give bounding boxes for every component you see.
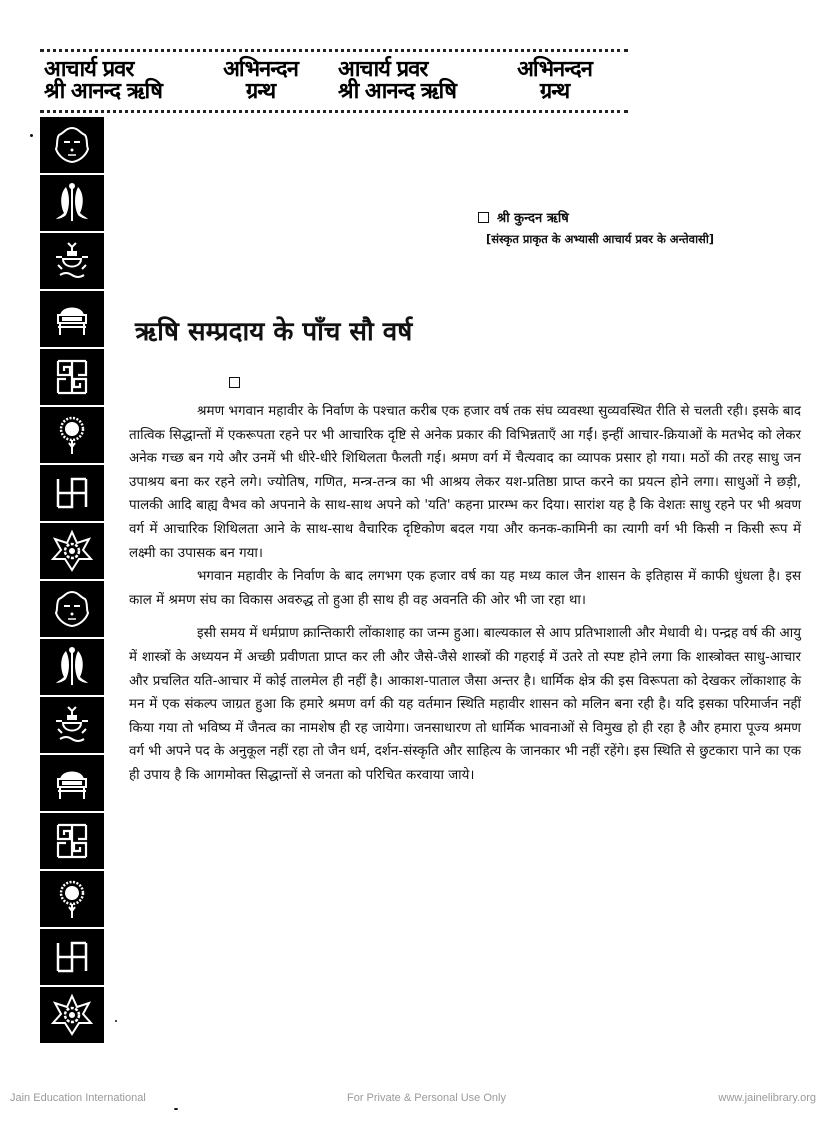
paragraph: भगवान महावीर के निर्वाण के बाद लगभग एक हजार वर्ष का यह मध्य काल जैन शासन के इतिहास में काफी धुंधला है। इस काल में श्रमण संघ का विकास अवरुद्ध तो हुआ ही साथ ही वह अवनति की ओर भी जा रहा था।	[129, 569, 801, 608]
footer-left: Jain Education International	[10, 1092, 146, 1104]
banner-block-abhinandan	[481, 52, 628, 110]
author-line	[478, 208, 818, 226]
paragraph: इसी समय में धर्मप्राण क्रान्तिकारी लोंकाशाह का जन्म हुआ। बाल्यकाल से आप प्रतिभाशाली और मेधावी थे। पन्द्रह वर्ष की आयु में शास्त्रों के अध्ययन में अच्छी प्रवीणता प्राप्त कर ली और जैसे-जैसे शास्त्रों की गहराई में उतरे तो स्पष्ट होने लगा कि शास्त्रोक्त साधु-आचार और प्रचलित यति-आचार में कोई तालमेल ही नहीं है। आकाश-पाताल जैसा अन्तर है। धार्मिक क्षेत्र की इस विरूपता को देखकर लोंकाशाह के मन में एक संकल्प जाग्रत हुआ कि हमारे श्रमण वर्ग की यह वर्तमान स्थिति महावीर शासन को मलिन बना रही है। यदि इसका परिमार्जन नहीं किया गया तो भविष्य में जैनत्व का नामशेष ही रह जायेगा। जनसाधारण तो धार्मिक भावनाओं से विमुख हो ही रहा है और हमारा पूज्य श्रमण वर्ग भी अपने पद के अनुकूल नहीं रहा तो जैन धर्म, दर्शन-संस्कृति और साहित्य के जानकार भी नहीं रहेंगे। इस स्थिति से छुटकारा पाने का एक ही उपाय है कि आगमोक्त सिद्धान्तों से जनता को परिचित करवाया जाये।	[129, 626, 801, 783]
nandyavarta-icon	[50, 355, 94, 399]
kalash-vase-icon	[50, 703, 94, 747]
auspicious-symbols-sidebar	[40, 117, 104, 1043]
tile-throne	[40, 755, 104, 811]
kalash-vase-icon	[50, 239, 94, 283]
footer-center: For Private & Personal Use Only	[347, 1092, 506, 1104]
twin-fish-icon	[50, 645, 94, 689]
banner-block-acharya	[334, 52, 481, 110]
tile-swastika	[40, 929, 104, 985]
scan-speck	[115, 1020, 117, 1022]
banner-line: अभिनन्दन	[517, 57, 592, 82]
tile-mirror	[40, 407, 104, 463]
swastika-icon	[50, 471, 94, 515]
star-lotus-icon	[50, 529, 94, 573]
banner-line: अभिनन्दन	[223, 57, 298, 82]
tile-face	[40, 117, 104, 173]
star-lotus-icon	[50, 993, 94, 1037]
tile-nandyavarta	[40, 349, 104, 405]
footer	[0, 1092, 828, 1108]
square-bullet-icon	[478, 212, 489, 223]
throne-icon	[50, 297, 94, 341]
footer-link[interactable]: www.jainelibrary.org	[718, 1092, 816, 1104]
tile-nandyavarta	[40, 813, 104, 869]
scan-speck	[30, 134, 33, 137]
article-title: ऋषि सम्प्रदाय के पाँच सौ वर्ष	[135, 317, 413, 347]
author-block	[478, 208, 818, 247]
tile-face	[40, 581, 104, 637]
banner-line: श्री आनन्द ऋषि	[338, 79, 456, 104]
mirror-icon	[50, 877, 94, 921]
paragraph: श्रमण भगवान महावीर के निर्वाण के पश्चात करीब एक हजार वर्ष तक संघ व्यवस्था सुव्यवस्थित रीति से चलती रही। इसके बाद तात्विक सिद्धान्तों में एकरूपता रहने पर भी आचारिक दृष्टि से अनेक प्रकार की विभिन्नताएँ आ गईं। इन्हीं आचार-क्रियाओं के मतभेद को लेकर अनेक गच्छ बन गये और उनमें भी धीरे-धीरे शिथिलता फैलती गई। श्रमण वर्ग में चैत्यवाद का व्यापक प्रसार हो गया। मठों की तरह साधु जन उपाश्रय बना कर रहने लगे। ज्योतिष, गणित, मन्त्र-तन्त्र का भी आश्रय लेकर यश-प्रतिष्ठा प्राप्त करने का प्रयत्न होने लगा। साधुओं ने छड़ी, पालकी आदि बाह्य वैभव को अपनाने के साथ-साथ अपने को 'यति' कहना प्रारम्भ कर दिया। सारांश यह है कि वेशतः साधु रहने पर भी श्रवण वर्ग में आचारिक शिथिलता आने के साथ-साथ वैचारिक दृष्टिकोण बदल गया और कनक-कामिनी का त्यागी वर्ग भी किसी न किसी रूप में लक्ष्मी का उपासक बन गया।	[129, 404, 801, 561]
header-banner	[40, 49, 628, 113]
throne-icon	[50, 761, 94, 805]
banner-block-acharya	[40, 52, 187, 110]
author-description: [संस्कृत प्राकृत के अभ्यासी आचार्य प्रवर के अन्तेवासी]	[486, 232, 715, 246]
tile-mirror	[40, 871, 104, 927]
author-name: श्री कुन्दन ऋषि	[497, 211, 569, 226]
tile-fish	[40, 639, 104, 695]
mirror-icon	[50, 413, 94, 457]
face-mask-icon	[50, 587, 94, 631]
banner-line: आचार्य प्रवर	[44, 57, 134, 82]
banner-line: आचार्य प्रवर	[338, 57, 428, 82]
tile-star-lotus	[40, 987, 104, 1043]
tile-fish	[40, 175, 104, 231]
banner-line: ग्रन्थ	[539, 79, 570, 104]
nandyavarta-icon	[50, 819, 94, 863]
banner-line: ग्रन्थ	[245, 79, 276, 104]
face-mask-icon	[50, 123, 94, 167]
tile-kalash	[40, 697, 104, 753]
swastika-icon	[50, 935, 94, 979]
article-body	[129, 400, 801, 788]
tile-throne	[40, 291, 104, 347]
tile-swastika	[40, 465, 104, 521]
banner-block-abhinandan	[187, 52, 334, 110]
square-bullet-icon	[229, 377, 240, 388]
banner-line: श्री आनन्द ऋषि	[44, 79, 162, 104]
tile-kalash	[40, 233, 104, 289]
tile-star-lotus	[40, 523, 104, 579]
scan-speck	[174, 1108, 178, 1110]
twin-fish-icon	[50, 181, 94, 225]
